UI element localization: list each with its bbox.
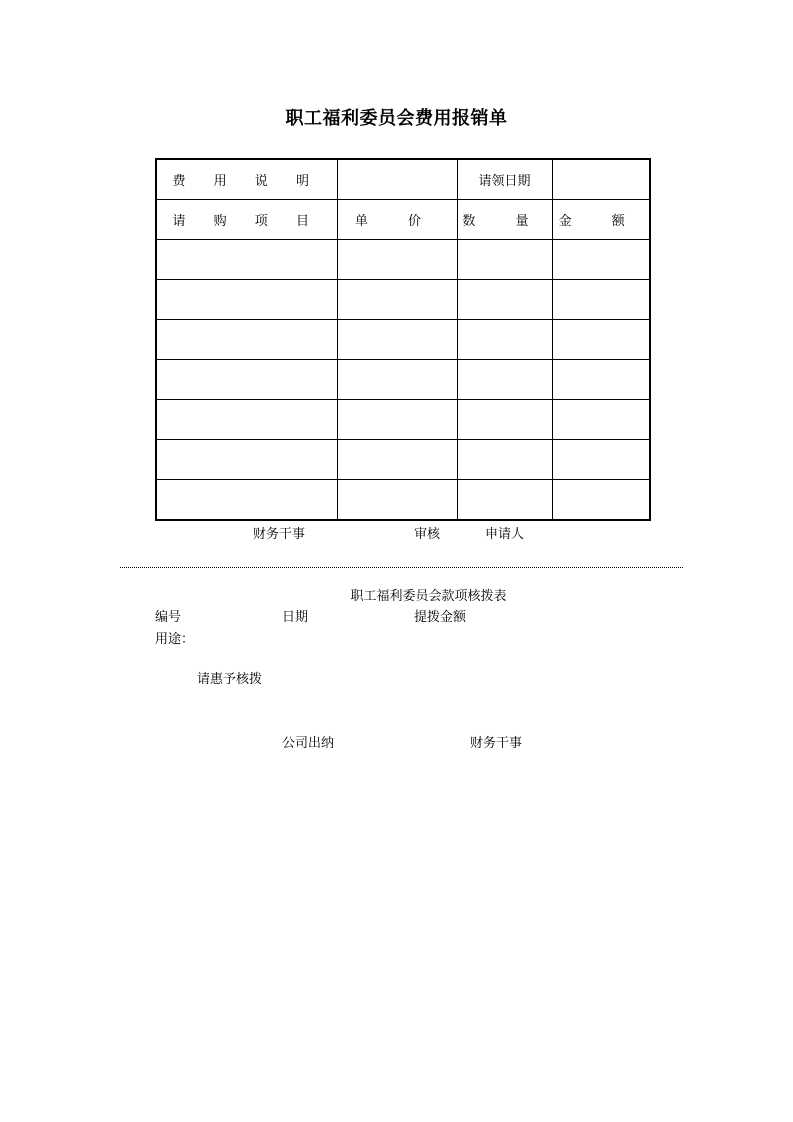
item-cell[interactable] xyxy=(156,320,337,360)
table-row xyxy=(156,280,650,320)
amount-cell[interactable] xyxy=(552,440,650,480)
amount-cell[interactable] xyxy=(552,240,650,280)
table-row xyxy=(156,240,650,280)
unit-price-cell[interactable] xyxy=(337,360,457,400)
date-value-cell[interactable] xyxy=(552,159,650,200)
form-title: 职工福利委员会费用报销单 xyxy=(285,108,508,129)
quantity-cell[interactable] xyxy=(457,320,552,360)
item-cell[interactable] xyxy=(156,440,337,480)
approval-date-label: 日期 xyxy=(282,610,309,625)
unit-price-column-header: 单 价 xyxy=(337,200,457,240)
quantity-cell[interactable] xyxy=(457,360,552,400)
date-label: 请领日期 xyxy=(457,159,552,200)
amount-cell[interactable] xyxy=(552,360,650,400)
quantity-cell[interactable] xyxy=(457,400,552,440)
quantity-cell[interactable] xyxy=(457,280,552,320)
review-label: 审核 xyxy=(414,527,441,542)
cut-line-divider xyxy=(120,567,683,568)
item-cell[interactable] xyxy=(156,360,337,400)
number-label: 编号 xyxy=(155,610,182,625)
purpose-label: 用途： xyxy=(155,632,195,647)
description-label: 费 用 说 明 xyxy=(156,159,337,200)
item-cell[interactable] xyxy=(156,280,337,320)
header-row-description xyxy=(156,159,650,200)
header-row-columns xyxy=(156,200,650,240)
amount-column-header: 金 额 xyxy=(552,200,650,240)
expense-table xyxy=(155,158,651,521)
approval-finance-label: 财务干事 xyxy=(470,736,523,751)
unit-price-cell[interactable] xyxy=(337,320,457,360)
table-row xyxy=(156,320,650,360)
item-cell[interactable] xyxy=(156,240,337,280)
unit-price-cell[interactable] xyxy=(337,400,457,440)
quantity-cell[interactable] xyxy=(457,480,552,521)
table-row xyxy=(156,440,650,480)
unit-price-cell[interactable] xyxy=(337,440,457,480)
table-row xyxy=(156,360,650,400)
table-row xyxy=(156,400,650,440)
table-row xyxy=(156,480,650,521)
description-value-cell[interactable] xyxy=(337,159,457,200)
applicant-label: 申请人 xyxy=(485,527,525,542)
request-text: 请惠予核拨 xyxy=(197,672,263,687)
approval-title: 职工福利委员会款项核拨表 xyxy=(350,589,507,604)
finance-officer-label: 财务干事 xyxy=(253,527,306,542)
amount-cell[interactable] xyxy=(552,480,650,521)
quantity-cell[interactable] xyxy=(457,240,552,280)
unit-price-cell[interactable] xyxy=(337,240,457,280)
cashier-label: 公司出纳 xyxy=(282,736,335,751)
amount-cell[interactable] xyxy=(552,280,650,320)
item-cell[interactable] xyxy=(156,400,337,440)
item-column-header: 请 购 项 目 xyxy=(156,200,337,240)
amount-cell[interactable] xyxy=(552,320,650,360)
item-cell[interactable] xyxy=(156,480,337,521)
quantity-cell[interactable] xyxy=(457,440,552,480)
amount-cell[interactable] xyxy=(552,400,650,440)
unit-price-cell[interactable] xyxy=(337,480,457,521)
quantity-column-header: 数 量 xyxy=(457,200,552,240)
unit-price-cell[interactable] xyxy=(337,280,457,320)
allocation-amount-label: 提拨金额 xyxy=(414,610,467,625)
